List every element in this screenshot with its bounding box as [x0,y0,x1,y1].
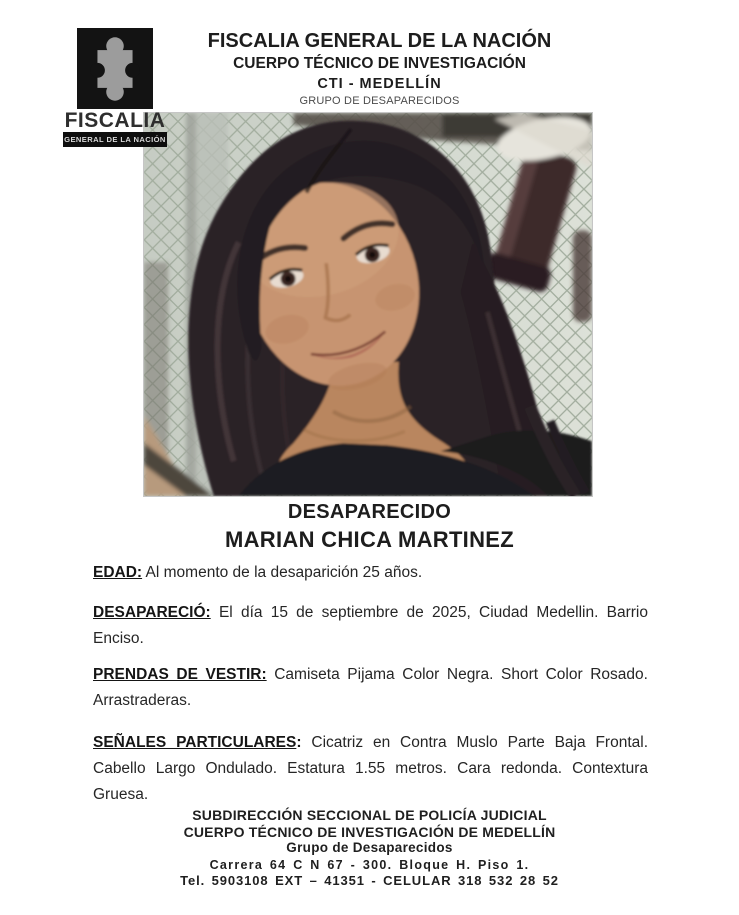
missing-person-photo [143,112,593,497]
detail-marks: SEÑALES PARTICULARES: Cicatriz en Contra Muslo Parte Baja Frontal. Cabello Largo Ondulado. Estatura 1.55 metros. Cara redonda. Contextura Gruesa. [93,734,649,803]
org-group: GRUPO DE DESAPARECIDOS [299,94,460,107]
person-name: MARIAN CHICA MARTINEZ [224,527,514,552]
poster-title [0,501,739,553]
detail-marks-label: SEÑALES PARTICULARES [93,734,297,751]
footer-group: Grupo de Desaparecidos [286,840,453,855]
detail-marks-text: Cicatriz en Contra Muslo Parte Baja Frontal. Cabello Largo Ondulado. Estatura 1.55 metros. Cara redonda. Contextura Gruesa. [93,734,649,803]
fiscalia-logo [63,28,167,147]
logo-subtitle: GENERAL DE LA NACIÓN [63,132,167,147]
status-label: DESAPARECIDO [287,501,452,523]
poster-footer [0,807,739,890]
detail-disappeared [93,600,648,652]
detail-age [93,560,648,586]
detail-age-text: Al momento de la desaparición 25 años. [145,564,423,581]
detail-disappeared-label: DESAPARECIÓ: [93,604,211,621]
footer-address: Carrera 64 C N 67 - 300. Bloque H. Piso 1. [209,857,530,872]
footer-subdirection: SUBDIRECCIÓN SECCIONAL DE POLICÍA JUDICIAL [192,807,547,823]
detail-age-label: EDAD: [93,564,143,581]
org-name: FISCALIA GENERAL DE LA NACIÓN [207,30,552,52]
org-city: CTI - MEDELLÍN [317,75,442,92]
detail-clothing-label: PRENDAS DE VESTIR: [93,666,267,683]
detail-clothing [93,662,648,714]
footer-cti: CUERPO TÉCNICO DE INVESTIGACIÓN DE MEDELLÍN [183,823,556,840]
details-section [93,560,648,808]
org-unit: CUERPO TÉCNICO DE INVESTIGACIÓN [233,55,526,73]
logo-wordmark: FISCALIA [64,109,166,132]
footer-phones: Tel. 5903108 EXT – 41351 - CELULAR 318 532 28 52 [180,873,559,888]
detail-disappeared-text: El día 15 de septiembre de 2025, Ciudad Medellin. Barrio Enciso. [93,604,648,647]
detail-clothing-text: Camiseta Pijama Color Negra. Short Color Rosado. Arrastraderas. [93,666,648,709]
puzzle-icon [77,28,153,109]
